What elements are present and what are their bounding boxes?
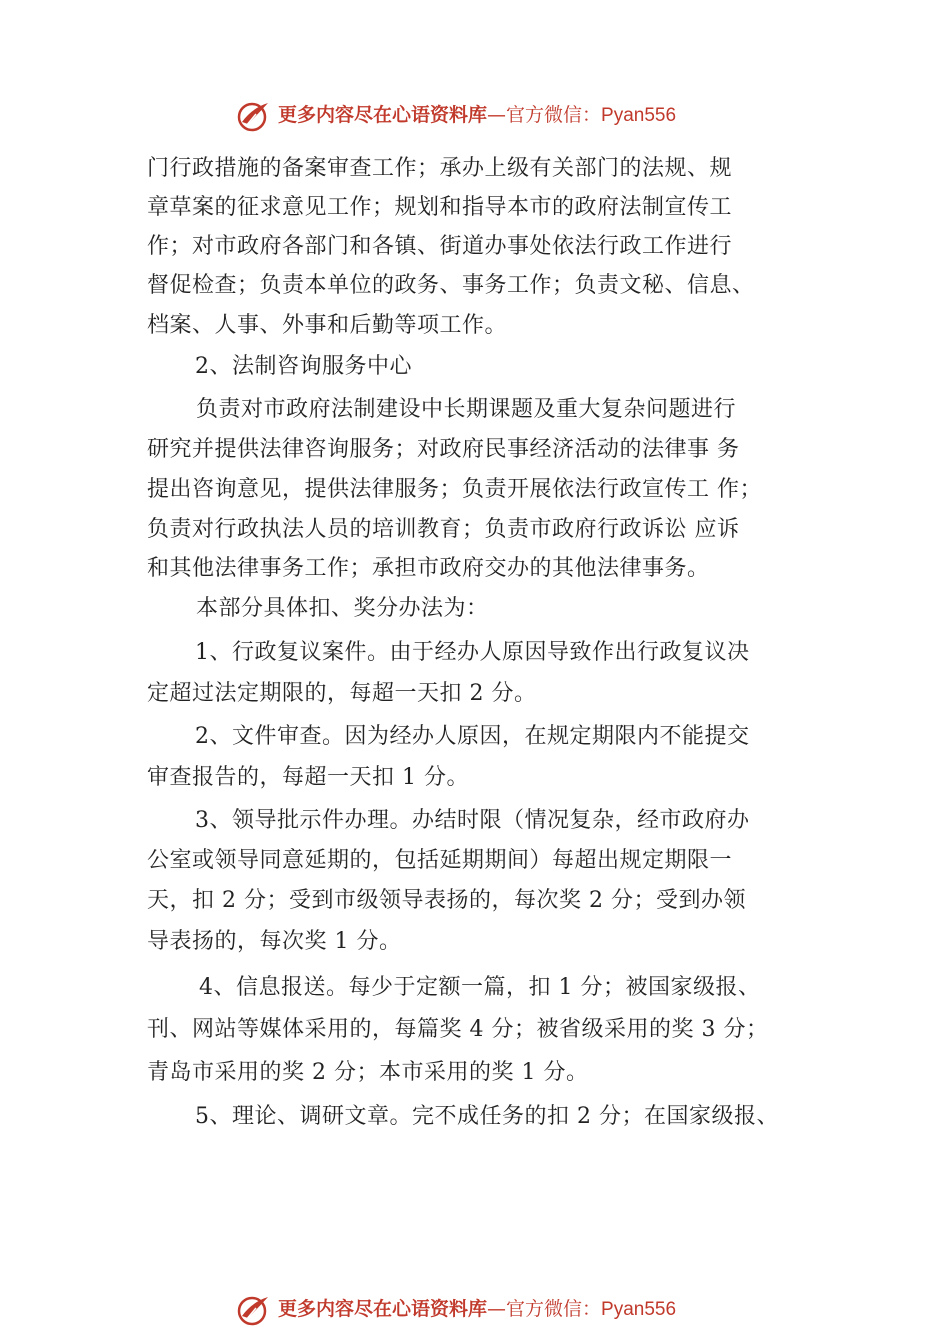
text-line: 章草案的征求意见工作；规划和指导本市的政府法制宣传工 — [147, 195, 733, 220]
text-line: 3、领导批示件办理。办结时限（情况复杂，经市政府办 — [195, 808, 750, 833]
text-line: 4、信息报送。每少于定额一篇，扣 1 分；被国家级报、 — [199, 975, 761, 1000]
text-line: 负责对市政府法制建设中长期课题及重大复杂问题进行 — [196, 397, 737, 422]
text-line: 公室或领导同意延期的，包括延期期间）每超出规定期限一 — [147, 848, 733, 873]
section-heading: 2、法制咨询服务中心 — [195, 354, 412, 379]
banner-wechat-id: Pyan556 — [601, 1299, 677, 1320]
quill-logo-icon — [236, 1294, 272, 1326]
text-line: 2、文件审查。因为经办人原因，在规定期限内不能提交 — [195, 724, 750, 749]
text-line: 刊、网站等媒体采用的，每篇奖 4 分；被省级采用的奖 3 分； — [147, 1017, 769, 1042]
banner-text — [278, 1296, 676, 1323]
text-line: 提出咨询意见，提供法律服务；负责开展依法行政宣传工 作； — [147, 477, 762, 502]
text-line: 5、理论、调研文章。完不成任务的扣 2 分；在国家级报、 — [195, 1104, 779, 1129]
text-line: 青岛市采用的奖 2 分；本市采用的奖 1 分。 — [147, 1060, 589, 1085]
text-line: 天，扣 2 分；受到市级领导表扬的，每次奖 2 分；受到办领 — [147, 888, 746, 913]
text-line: 审查报告的，每超一天扣 1 分。 — [147, 765, 469, 790]
banner-text — [278, 102, 676, 129]
text-line: 1、行政复议案件。由于经办人原因导致作出行政复议决 — [195, 640, 750, 665]
text-line: 和其他法律事务工作；承担市政府交办的其他法律事务。 — [147, 556, 710, 581]
footer-banner — [0, 1290, 950, 1330]
banner-separator: — — [487, 1298, 507, 1320]
banner-separator: — — [487, 104, 507, 126]
text-line: 导表扬的，每次奖 1 分。 — [147, 929, 402, 954]
text-line: 门行政措施的备案审查工作；承办上级有关部门的法规、规 — [147, 156, 733, 181]
quill-logo-icon — [236, 100, 272, 132]
banner-wechat-label: 官方微信： — [506, 104, 602, 126]
text-line: 定超过法定期限的，每超一天扣 2 分。 — [147, 681, 537, 706]
text-line: 档案、人事、外事和后勤等项工作。 — [147, 313, 508, 338]
banner-title: 更多内容尽在心语资料库 — [278, 104, 488, 126]
banner-wechat-id: Pyan556 — [601, 105, 677, 126]
banner-wechat-label: 官方微信： — [506, 1298, 602, 1320]
text-line: 本部分具体扣、奖分办法为： — [196, 596, 489, 621]
banner-title: 更多内容尽在心语资料库 — [278, 1298, 488, 1320]
text-line: 督促检查；负责本单位的政务、事务工作；负责文秘、信息、 — [147, 273, 755, 298]
text-line: 作；对市政府各部门和各镇、街道办事处依法行政工作进行 — [147, 234, 733, 259]
text-line: 负责对行政执法人员的培训教育；负责市政府行政诉讼 应诉 — [147, 517, 740, 542]
header-banner — [0, 96, 950, 136]
text-line: 研究并提供法律咨询服务；对政府民事经济活动的法律事 务 — [147, 437, 740, 462]
